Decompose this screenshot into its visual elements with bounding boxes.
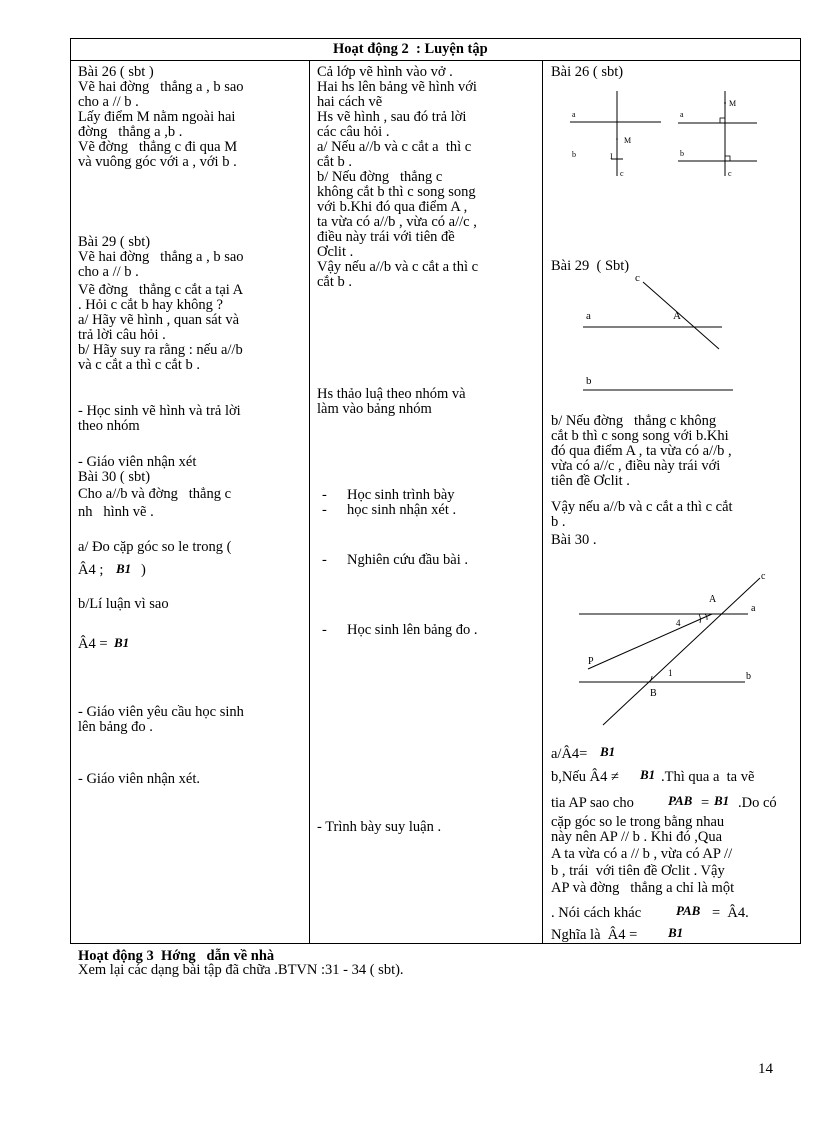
- c2-line: b/ Nếu đờng thẳng c: [317, 169, 443, 185]
- figure-bai-26: [555, 86, 795, 186]
- c2-line: hai cách vẽ: [317, 94, 383, 110]
- c3-text: .Thì qua a ta vẽ: [661, 769, 755, 785]
- fig26-label-a: a: [572, 110, 576, 119]
- table-border-left: [70, 38, 71, 944]
- c3-text: này nên AP // b . Khi đó ,Qua: [551, 829, 723, 845]
- page-number: 14: [758, 1061, 773, 1077]
- table-header: Hoạt động 2 : Luyện tập: [333, 41, 488, 57]
- fig30-label-4: 4: [676, 618, 681, 628]
- fig26-label-c2: c: [728, 169, 732, 178]
- c3-b30-title: Bài 30 .: [551, 532, 597, 548]
- c1-b26-line: Lấy điểm M nằm ngoài hai: [78, 109, 236, 125]
- c2-dash: -: [322, 552, 327, 568]
- c1-activity-text: - Giáo viên nhận xét: [78, 454, 197, 470]
- c2-line: Hs vẽ hình , sau đó trả lời: [317, 109, 467, 125]
- fig26-label-m: M: [624, 136, 632, 145]
- c1-activity-text: - Học sinh vẽ hình và trả lời: [78, 403, 241, 419]
- c3-b29-title: Bài 29 ( Sbt): [551, 258, 630, 274]
- c1-b29-line: cho a // b .: [78, 264, 139, 280]
- c1-question-b: b/Lí luận vì sao: [78, 596, 169, 612]
- c3-symbol-b1: B1: [668, 925, 684, 940]
- c3-answer-a: a/Â4=: [551, 746, 588, 762]
- c2-line: học sinh nhận xét .: [347, 502, 457, 518]
- c3-text: đó qua điểm A , ta vừa có a//b ,: [551, 443, 732, 459]
- c1-activity-text: - Giáo viên nhận xét.: [78, 771, 201, 787]
- c2-line: làm vào bảng nhóm: [317, 401, 432, 417]
- column-divider-1: [309, 60, 310, 944]
- fig26-label-i: I: [610, 152, 613, 161]
- c1-b26-line: cho a // b .: [78, 94, 139, 110]
- c3-text: b/ Nếu đờng thẳng c không: [551, 413, 717, 429]
- c3-text: = Â4.: [712, 905, 749, 921]
- c1-b29-title: Bài 29 ( sbt): [78, 234, 151, 250]
- c1-b26-line: Vẽ đờng thẳng c đi qua M: [78, 139, 238, 155]
- c3-symbol-b1: B1: [640, 767, 656, 782]
- c1-b30-line: nh hình vẽ .: [78, 504, 154, 520]
- column-divider-2: [542, 60, 543, 944]
- footer-text: Xem lại các dạng bài tập đã chữa .BTVN :31 - 34 ( sbt).: [78, 962, 404, 978]
- c1-paren: ): [141, 562, 146, 578]
- table-border-top: [70, 38, 800, 39]
- c3-text: b , trái với tiên đề Ơclit . Vậy: [551, 863, 725, 879]
- c1-b29-line: b/ Hãy suy ra rằng : nếu a//b: [78, 342, 243, 358]
- c2-line: điều này trái với tiên đề: [317, 229, 455, 245]
- c3-symbol-b1: B1: [600, 744, 616, 759]
- c1-question-a: a/ Đo cặp góc so le trong (: [78, 539, 232, 555]
- c2-line: với b.Khi đó qua điểm A ,: [317, 199, 468, 215]
- c1-b26-line: đờng thẳng a ,b .: [78, 124, 183, 140]
- fig30-label-b: b: [746, 671, 751, 682]
- fig26-label-c: c: [620, 169, 624, 178]
- c3-symbol-pab: PAB: [676, 903, 701, 918]
- c1-activity-text: theo nhóm: [78, 418, 140, 434]
- fig26-label-b2: b: [680, 149, 684, 158]
- c2-line: Hai hs lên bảng vẽ hình với: [317, 79, 477, 95]
- fig30-label-a: a: [751, 603, 756, 614]
- c1-angle-a4: Â4 ;: [78, 562, 104, 578]
- c3-text: =: [701, 795, 710, 811]
- c3-text: tiên đề Ơclit .: [551, 473, 630, 489]
- figure-bai-30: [555, 565, 795, 735]
- c1-angle-b1: B1: [116, 561, 132, 576]
- fig26-label-b: b: [572, 150, 576, 159]
- c3-text: Vậy nếu a//b và c cắt a thì c cắt: [551, 499, 733, 515]
- fig30-label-1: 1: [668, 668, 673, 678]
- c2-line: a/ Nếu a//b và c cắt a thì c: [317, 139, 472, 155]
- c1-b29-line: Vẽ đờng thẳng c cắt a tại A: [78, 282, 244, 298]
- c2-line: Hs thảo luậ theo nhóm và: [317, 386, 466, 402]
- c2-dash: -: [322, 502, 327, 518]
- c2-dash: -: [322, 487, 327, 503]
- fig26-label-a2: a: [680, 110, 684, 119]
- c2-line: Học sinh lên bảng đo .: [347, 622, 478, 638]
- c3-text: A ta vừa có a // b , vừa có AP //: [551, 846, 733, 862]
- fig30-label-P: P: [588, 656, 594, 667]
- c3-text: vừa có a//c , điều này trái với: [551, 458, 721, 474]
- c3-b26-title: Bài 26 ( sbt): [551, 64, 624, 80]
- c1-b29-line: và c cắt a thì c cắt b .: [78, 357, 200, 373]
- c2-line: các câu hỏi .: [317, 124, 390, 140]
- c3-text: .Do có: [738, 795, 777, 811]
- c3-text: b .: [551, 514, 566, 530]
- c1-b26-title: Bài 26 ( sbt ): [78, 64, 154, 80]
- c1-equation-b1: B1: [114, 635, 130, 650]
- fig29-label-a: a: [586, 310, 591, 322]
- table-header-divider: [70, 60, 800, 61]
- c3-text: Nghĩa là Â4 =: [551, 927, 638, 943]
- c1-activity-text: lên bảng đo .: [78, 719, 153, 735]
- fig30-label-c: c: [761, 571, 766, 582]
- c3-text: cặp góc so le trong bằng nhau: [551, 814, 725, 830]
- fig29-label-A: A: [673, 310, 681, 322]
- footer-title: Hoạt động 3 Hớng dẫn về nhà: [78, 948, 275, 964]
- c2-line: cắt b .: [317, 154, 353, 170]
- c1-b26-line: và vuông góc với a , với b .: [78, 154, 237, 170]
- c3-symbol-b1: B1: [714, 793, 730, 808]
- c1-b29-line: a/ Hãy vẽ hình , quan sát và: [78, 312, 240, 328]
- c2-line: Ơclit .: [317, 244, 354, 260]
- table-border-bottom: [70, 943, 800, 944]
- c1-b30-title: Bài 30 ( sbt): [78, 469, 151, 485]
- c3-answer-b: b,Nếu Â4 ≠: [551, 769, 619, 785]
- figure-bai-29: [555, 270, 795, 400]
- c2-line: - Trình bày suy luận .: [317, 819, 442, 835]
- c3-text: AP và đờng thẳng a chỉ là một: [551, 880, 735, 896]
- table-border-right: [800, 38, 801, 944]
- c2-line: Vậy nếu a//b và c cắt a thì c: [317, 259, 479, 275]
- fig26-label-m2: M: [729, 99, 737, 108]
- c3-text: tia AP sao cho: [551, 795, 634, 811]
- fig29-label-c: c: [635, 272, 640, 284]
- c1-equation-a4: Â4 =: [78, 636, 108, 652]
- c1-activity-text: - Giáo viên yêu cầu học sinh: [78, 704, 244, 720]
- c1-b29-line: trả lời câu hỏi .: [78, 327, 166, 343]
- c2-line: Học sinh trình bày: [347, 487, 455, 503]
- c3-text: cắt b thì c song song với b.Khi: [551, 428, 729, 444]
- fig30-label-A: A: [709, 594, 717, 605]
- c2-dash: -: [322, 622, 327, 638]
- c2-line: ta vừa có a//b , vừa có a//c ,: [317, 214, 477, 230]
- c1-b29-line: Vẽ hai đờng thẳng a , b sao: [78, 249, 244, 265]
- c2-line: cắt b .: [317, 274, 353, 290]
- fig29-label-b: b: [586, 375, 592, 387]
- c1-b26-line: Vẽ hai đờng thẳng a , b sao: [78, 79, 244, 95]
- c1-b30-line: Cho a//b và đờng thẳng c: [78, 486, 232, 502]
- c3-symbol-pab: PAB: [668, 793, 693, 808]
- c1-b29-line: . Hỏi c cắt b hay không ?: [78, 297, 223, 313]
- c2-line: không cắt b thì c song song: [317, 184, 476, 200]
- fig30-label-B: B: [650, 688, 657, 699]
- c3-text: . Nói cách khác: [551, 905, 642, 921]
- c2-line: Cả lớp vẽ hình vào vở .: [317, 64, 453, 80]
- c2-line: Nghiên cứu đầu bài .: [347, 552, 469, 568]
